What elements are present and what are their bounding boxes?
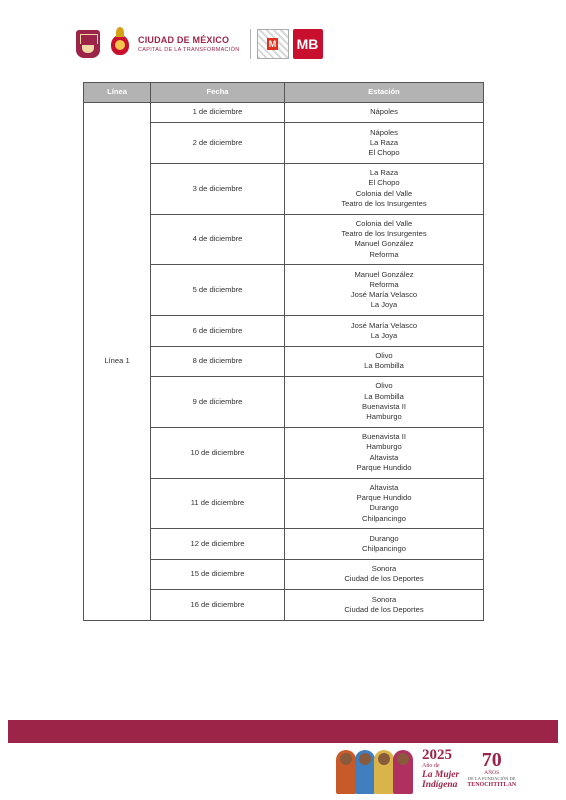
station-name: Durango xyxy=(369,503,399,513)
seventy-anos: AÑOS xyxy=(484,769,500,776)
cell-estacion xyxy=(285,265,484,316)
cell-estacion xyxy=(285,346,484,376)
cell-estacion xyxy=(285,590,484,620)
cell-estacion xyxy=(285,214,484,265)
cdmx-crest-logo xyxy=(76,30,100,58)
cell-fecha: 10 de diciembre xyxy=(151,427,285,478)
page-header xyxy=(76,26,323,62)
station-name: El Chopo xyxy=(368,148,400,158)
cdmx-heart-logo xyxy=(108,27,132,61)
seventy-line-2: TENOCHTITLAN xyxy=(467,781,517,788)
station-name: José María Velasco xyxy=(350,290,418,300)
cell-estacion xyxy=(285,529,484,559)
station-name: Parque Hundido xyxy=(356,493,412,503)
footer-logos xyxy=(336,743,550,795)
cell-fecha: 9 de diciembre xyxy=(151,376,285,427)
station-name: Reforma xyxy=(369,249,399,259)
station-name: Reforma xyxy=(369,280,399,290)
cell-fecha: 15 de diciembre xyxy=(151,559,285,589)
indigenous-women-illustration xyxy=(336,744,416,794)
cdmx-title: CIUDAD DE MÉXICO xyxy=(138,35,230,45)
station-name: Chilpancingo xyxy=(362,544,406,554)
station-name: La Joya xyxy=(370,330,398,340)
metro-logo xyxy=(257,29,289,59)
header-divider xyxy=(250,29,251,59)
footer-band xyxy=(8,720,558,743)
cell-estacion xyxy=(285,316,484,346)
station-name: Nápoles xyxy=(370,107,398,117)
cell-fecha: 11 de diciembre xyxy=(151,478,285,529)
cell-fecha: 5 de diciembre xyxy=(151,265,285,316)
metro-logo-label: M xyxy=(268,39,277,49)
station-name: Nápoles xyxy=(370,127,398,137)
cell-fecha: 2 de diciembre xyxy=(151,123,285,164)
station-name: Manuel González xyxy=(354,239,414,249)
header-estacion: Estación xyxy=(285,83,484,103)
year-line-1: Año de xyxy=(422,763,440,769)
station-name: Parque Hundido xyxy=(356,462,412,472)
cell-estacion xyxy=(285,427,484,478)
table-header-row xyxy=(84,83,484,103)
station-name: Teatro de los Insurgentes xyxy=(341,198,427,208)
station-name: Ciudad de los Deportes xyxy=(344,574,424,584)
cell-estacion xyxy=(285,376,484,427)
station-name: Chilpancingo xyxy=(362,513,406,523)
cell-estacion xyxy=(285,123,484,164)
station-name: Buenavista II xyxy=(362,401,406,411)
station-name: Sonora xyxy=(371,564,397,574)
station-name: Colonia del Valle xyxy=(355,219,413,229)
cell-fecha: 16 de diciembre xyxy=(151,590,285,620)
station-name: Altavista xyxy=(369,452,399,462)
cell-estacion xyxy=(285,559,484,589)
station-name: Altavista xyxy=(369,483,399,493)
schedule-table xyxy=(83,82,484,621)
cell-fecha: 3 de diciembre xyxy=(151,163,285,214)
station-name: La Bombilla xyxy=(364,391,404,401)
station-name: Manuel González xyxy=(354,269,414,279)
station-name: Teatro de los Insurgentes xyxy=(341,229,427,239)
metrobus-logo: MB xyxy=(293,29,323,59)
table-row xyxy=(84,103,484,123)
cell-fecha: 12 de diciembre xyxy=(151,529,285,559)
cell-fecha: 6 de diciembre xyxy=(151,316,285,346)
station-name: La Joya xyxy=(370,300,398,310)
station-name: Olivo xyxy=(375,351,393,361)
year-number: 2025 xyxy=(422,747,452,763)
header-fecha: Fecha xyxy=(151,83,285,103)
station-name: El Chopo xyxy=(368,178,400,188)
year-line-3: Indígena xyxy=(422,780,458,790)
station-name: Hamburgo xyxy=(366,412,402,422)
year-line-2: La Mujer xyxy=(422,770,460,780)
station-name: La Raza xyxy=(369,137,399,147)
cell-estacion xyxy=(285,478,484,529)
cell-linea: Línea 1 xyxy=(84,103,151,621)
station-name: Ciudad de los Deportes xyxy=(344,604,424,614)
cdmx-wordmark xyxy=(138,35,240,53)
station-name: Hamburgo xyxy=(366,442,402,452)
station-name: José María Velasco xyxy=(350,320,418,330)
tenochtitlan-70-logo xyxy=(467,750,516,789)
station-name: La Bombilla xyxy=(364,361,404,371)
station-name: Durango xyxy=(369,533,399,543)
station-name: Colonia del Valle xyxy=(355,188,413,198)
station-name: Olivo xyxy=(375,381,393,391)
seventy-number: 70 xyxy=(481,748,502,771)
cdmx-subtitle: CAPITAL DE LA TRANSFORMACIÓN xyxy=(138,47,240,53)
cell-estacion xyxy=(285,163,484,214)
cell-estacion xyxy=(285,103,484,123)
station-name: Buenavista II xyxy=(362,432,406,442)
table-body xyxy=(84,103,484,621)
cell-fecha: 1 de diciembre xyxy=(151,103,285,123)
header-linea: Línea xyxy=(84,83,151,103)
cell-fecha: 4 de diciembre xyxy=(151,214,285,265)
station-name: Sonora xyxy=(371,594,397,604)
year-of-indigenous-woman-logo xyxy=(422,748,459,790)
seventy-line-1: DE LA FUNDACIÓN DE xyxy=(467,775,516,781)
station-name: La Raza xyxy=(369,168,399,178)
cell-fecha: 8 de diciembre xyxy=(151,346,285,376)
